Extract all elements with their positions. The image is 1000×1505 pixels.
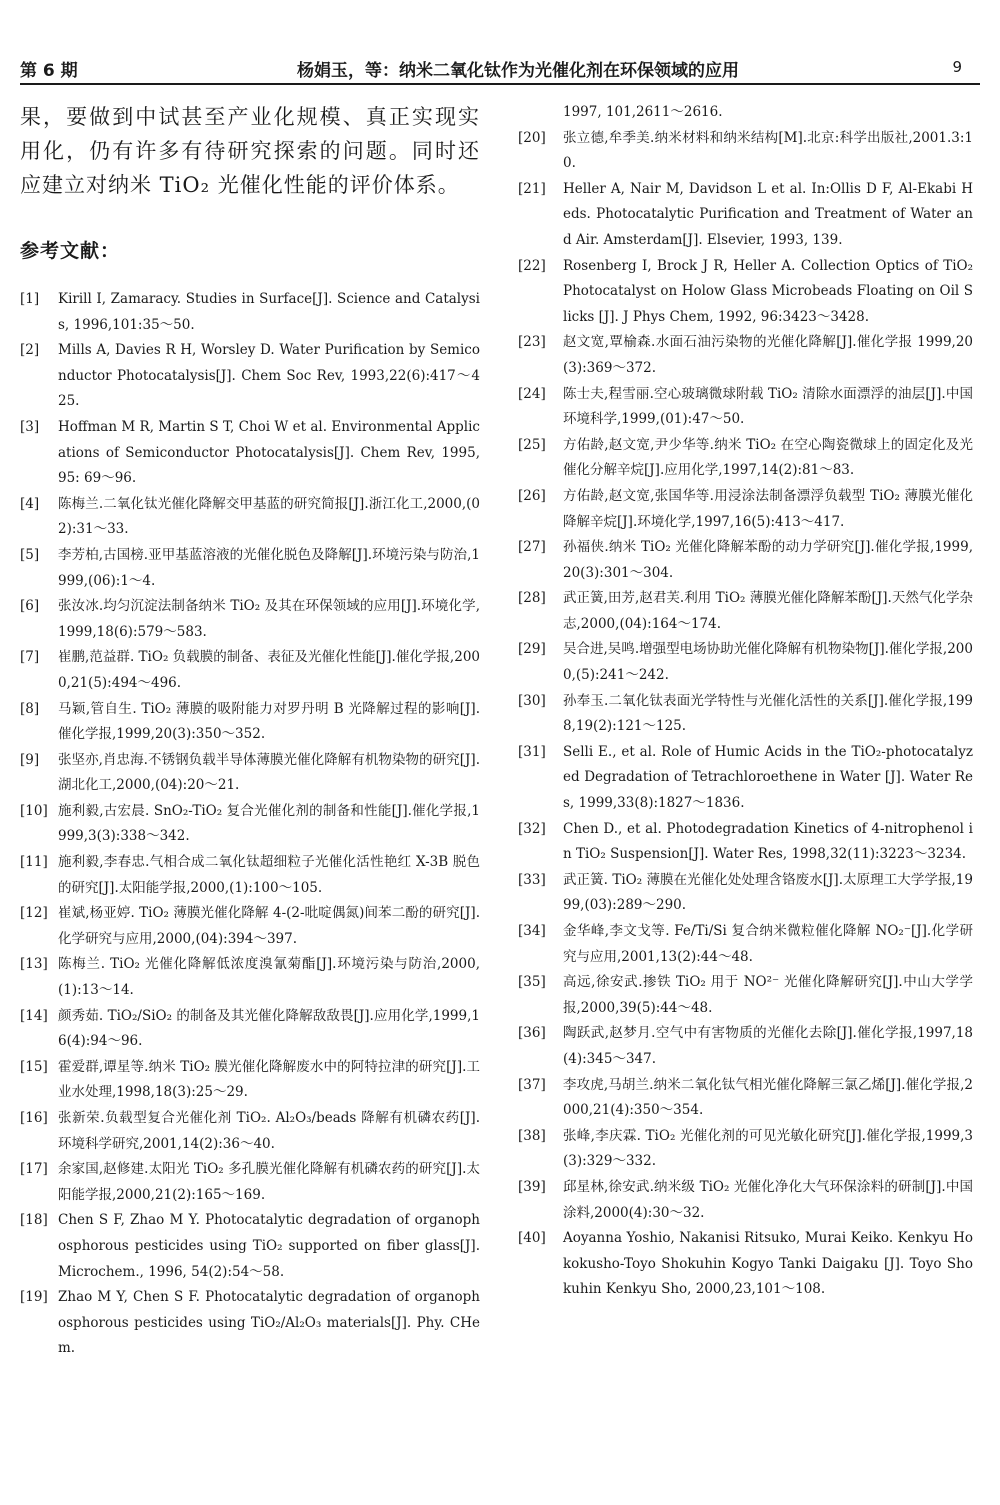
- reference-item: [518, 740, 973, 817]
- reference-item: [518, 970, 973, 1021]
- reference-item: [518, 1021, 973, 1072]
- reference-text: 崔斌,杨亚婷. TiO₂ 薄膜光催化降解 4-(2-吡啶偶氮)间苯二酚的研究[J].化学研究与应用,2000,(04):394～397.: [58, 905, 480, 947]
- reference-number: [4]: [20, 495, 40, 512]
- reference-text: 马颖,管自生. TiO₂ 薄膜的吸附能力对罗丹明 B 光降解过程的影响[J].催化学报,1999,20(3):350～352.: [58, 700, 480, 743]
- reference-item: [20, 645, 480, 696]
- reference-number: [16]: [20, 1110, 48, 1126]
- reference-number: [7]: [20, 649, 40, 666]
- reference-item: [20, 748, 480, 799]
- reference-number: [3]: [20, 418, 40, 435]
- reference-number: [32]: [518, 820, 546, 837]
- reference-continuation: 1997, 101,2611～2616.: [563, 104, 723, 120]
- reference-number: [15]: [20, 1058, 48, 1075]
- header-divider: [20, 83, 980, 85]
- reference-number: [35]: [518, 974, 546, 991]
- reference-number: [39]: [518, 1178, 546, 1195]
- reference-text: 金华峰,李文戈等. Fe/Ti/Si 复合纳米微粒催化降解 NO₂⁻[J].化学研究与应用,2001,13(2):44～48.: [563, 923, 973, 965]
- reference-item: [518, 1226, 973, 1303]
- page-number: 9: [952, 58, 962, 76]
- running-header: [20, 50, 962, 80]
- reference-item: [20, 1055, 480, 1106]
- reference-item: [518, 1124, 973, 1175]
- reference-number: [5]: [20, 546, 40, 563]
- reference-number: [29]: [518, 641, 546, 658]
- left-column: [20, 100, 480, 1362]
- reference-number: [33]: [518, 871, 546, 888]
- reference-item: [20, 543, 480, 594]
- reference-text: 高远,徐安武.掺铁 TiO₂ 用于 NO²⁻ 光催化降解研究[J].中山大学学报,2000,39(5):44～48.: [563, 974, 973, 1016]
- reference-text: 李攻虎,马胡兰.纳米二氧化钛气相光催化降解三氯乙烯[J].催化学报,2000,21(4):350～354.: [563, 1076, 973, 1119]
- reference-item: [20, 799, 480, 850]
- reference-number: [19]: [20, 1289, 48, 1306]
- reference-item: [518, 433, 973, 484]
- reference-item: [518, 637, 973, 688]
- reference-text: Kirill I, Zamaracy. Studies in Surface[J]. Science and Catalysis, 1996,101:35～50.: [58, 291, 480, 333]
- reference-text: 陈士夫,程雪丽.空心玻璃微球附载 TiO₂ 清除水面漂浮的油层[J].中国环境科学,1999,(01):47～50.: [563, 385, 973, 428]
- reference-item: [20, 1208, 480, 1285]
- reference-text: 武正簧,田芳,赵君芙.利用 TiO₂ 薄膜光催化降解苯酚[J].天然气化学杂志,2000,(04):164～174.: [563, 590, 973, 632]
- reference-text: 施利毅,李春忠.气相合成二氧化钛超细粒子光催化活性艳红 X-3B 脱色的研究[J].太阳能学报,2000,(1):100～105.: [58, 854, 480, 896]
- reference-item: [518, 868, 973, 919]
- reference-text: 赵文宽,覃榆森.水面石油污染物的光催化降解[J].催化学报 1999,20(3):369～372.: [563, 334, 973, 376]
- reference-number: [12]: [20, 905, 48, 922]
- reference-text: 邱星林,徐安武.纳米级 TiO₂ 光催化净化大气环保涂料的研制[J].中国涂料,2000(4):30～32.: [563, 1178, 973, 1221]
- reference-number: [24]: [518, 385, 546, 402]
- reference-item: [518, 330, 973, 381]
- reference-text: 张峰,李庆霖. TiO₂ 光催化剂的可见光敏化研究[J].催化学报,1999,3(3):329～332.: [563, 1127, 973, 1170]
- reference-text: Rosenberg I, Brock J R, Heller A. Collection Optics of TiO₂ Photocatalyst on Holow Glass Microbeads Floating on Oil Slicks [J]. J Phys Chem, 1992, 96:3423～3428.: [563, 257, 973, 325]
- reference-item: [518, 689, 973, 740]
- reference-item: [20, 850, 480, 901]
- reference-text: 陶跃武,赵梦月.空气中有害物质的光催化去除[J].催化学报,1997,18(4):345～347.: [563, 1025, 973, 1067]
- reference-item: [518, 535, 973, 586]
- right-column: [518, 100, 973, 1303]
- reference-item: [20, 338, 480, 415]
- reference-number: [25]: [518, 436, 546, 453]
- reference-text: 武正簧. TiO₂ 薄膜在光催化处处理含铬废水[J].太原理工大学学报,1999,(03):289～290.: [563, 871, 973, 914]
- reference-text: 张新荣.负载型复合光催化剂 TiO₂. Al₂O₃/beads 降解有机磷农药[J].环境科学研究,2001,14(2):36～40.: [58, 1110, 480, 1152]
- reference-item: [518, 586, 973, 637]
- reference-number: [1]: [20, 291, 40, 307]
- reference-text: Heller A, Nair M, Davidson L et al. In:Ollis D F, Al-Ekabi H eds. Photocatalytic Purification and Treatment of Water and Air. Amsterdam[J]. Elsevier, 1993, 139.: [563, 180, 973, 248]
- reference-item: [518, 919, 973, 970]
- reference-number: [8]: [20, 700, 40, 717]
- reference-text: Chen S F, Zhao M Y. Photocatalytic degradation of organophosphorous pesticides using TiO₂ supported on fiber glass[J]. Microchem., 1996, 54(2):54～58.: [58, 1212, 480, 1280]
- reference-number: [26]: [518, 487, 546, 504]
- reference-text: 张坚亦,肖忠海.不锈钢负载半导体薄膜光催化降解有机物染物的研究[J].湖北化工,2000,(04):20～21.: [58, 751, 480, 794]
- reference-number: [22]: [518, 257, 546, 274]
- reference-text: 张汝冰.均匀沉淀法制备纳米 TiO₂ 及其在环保领域的应用[J].环境化学,1999,18(6):579～583.: [58, 598, 480, 640]
- reference-text: Chen D., et al. Photodegradation Kinetics of 4-nitrophenol in TiO₂ Suspension[J]. Water Res, 1998,32(11):3223～3234.: [563, 820, 973, 863]
- reference-item: [20, 952, 480, 1003]
- reference-item: [20, 594, 480, 645]
- reference-number: [36]: [518, 1025, 546, 1042]
- reference-item: [518, 1073, 973, 1124]
- reference-item: [518, 817, 973, 868]
- reference-number: [13]: [20, 956, 48, 973]
- running-title: 杨娟玉，等：纳米二氧化钛作为光催化剂在环保领域的应用: [297, 61, 739, 81]
- reference-text: 余家国,赵修建.太阳光 TiO₂ 多孔膜光催化降解有机磷农药的研究[J].太阳能学报,2000,21(2):165～169.: [58, 1161, 480, 1203]
- reference-item: [20, 1106, 480, 1157]
- reference-number: [2]: [20, 342, 40, 359]
- reference-list-right: [518, 126, 973, 1303]
- reference-number: [28]: [518, 590, 546, 607]
- reference-text: 崔鹏,范益群. TiO₂ 负载膜的制备、表征及光催化性能[J].催化学报,2000,21(5):494～496.: [58, 649, 480, 691]
- reference-item: [20, 697, 480, 748]
- reference-number: [18]: [20, 1212, 48, 1229]
- issue-label: 第 6 期: [20, 61, 78, 81]
- reference-number: [9]: [20, 751, 40, 768]
- reference-text: Mills A, Davies R H, Worsley D. Water Purification by Semiconductor Photocatalysis[J]. Chem Soc Rev, 1993,22(6):417～425.: [58, 342, 480, 410]
- reference-number: [34]: [518, 923, 546, 939]
- reference-number: [10]: [20, 802, 48, 819]
- reference-number: [14]: [20, 1007, 48, 1024]
- reference-text: Selli E., et al. Role of Humic Acids in the TiO₂-photocatalyzed Degradation of Tetrachloroethene in Water [J]. Water Res, 1999,33(8):1827～1836.: [563, 743, 973, 812]
- reference-item: [20, 901, 480, 952]
- reference-number: [6]: [20, 598, 40, 615]
- reference-item: [518, 382, 973, 433]
- reference-text: 李芳柏,古国榜.亚甲基蓝溶液的光催化脱色及降解[J].环境污染与防治,1999,(06):1～4.: [58, 546, 480, 589]
- reference-item: [20, 287, 480, 338]
- reference-text: 方佑龄,赵文宽,张国华等.用浸涂法制备漂浮负载型 TiO₂ 薄膜光催化降解辛烷[J].环境化学,1997,16(5):413～417.: [563, 487, 973, 530]
- reference-number: [21]: [518, 180, 546, 197]
- reference-item: [518, 126, 973, 177]
- reference-number: [31]: [518, 743, 546, 760]
- references-heading: 参考文献：: [20, 240, 121, 262]
- reference-item: [20, 415, 480, 492]
- reference-item: [20, 1285, 480, 1362]
- reference-list-left: [20, 287, 480, 1362]
- reference-number: [11]: [20, 854, 48, 871]
- reference-item: [518, 254, 973, 331]
- reference-text: Hoffman M R, Martin S T, Choi W et al. Environmental Applications of Semiconductor Photocatalysis[J]. Chem Rev, 1995, 95: 69～96.: [58, 418, 480, 487]
- reference-number: [38]: [518, 1127, 546, 1144]
- reference-text: 孙福侠.纳米 TiO₂ 光催化降解苯酚的动力学研究[J].催化学报,1999,20(3):301～304.: [563, 539, 973, 581]
- reference-text: Aoyanna Yoshio, Nakanisi Ritsuko, Murai Keiko. Kenkyu Hokokusho-Toyo Shokuhin Kogyo Tanki Daigaku [J]. Toyo Shokuhin Kenkyu Sho, 2000,23,101～108.: [563, 1230, 973, 1298]
- reference-text: 方佑龄,赵文宽,尹少华等.纳米 TiO₂ 在空心陶瓷微球上的固定化及光催化分解辛烷[J].应用化学,1997,14(2):81～83.: [563, 436, 973, 479]
- reference-number: [40]: [518, 1230, 546, 1247]
- reference-text: 霍爱群,谭星等.纳米 TiO₂ 膜光催化降解废水中的阿特拉津的研究[J].工业水处理,1998,18(3):25～29.: [58, 1058, 480, 1101]
- reference-item: [518, 1175, 973, 1226]
- reference-number: [27]: [518, 539, 546, 556]
- reference-item: [518, 177, 973, 254]
- reference-text: 施利毅,古宏晨. SnO₂-TiO₂ 复合光催化剂的制备和性能[J].催化学报,1999,3(3):338～342.: [58, 802, 480, 845]
- reference-item: [20, 1004, 480, 1055]
- reference-number: [30]: [518, 692, 546, 709]
- reference-text: 陈梅兰.二氧化钛光催化降解交甲基蓝的研究简报[J].浙江化工,2000,(02):31～33.: [58, 495, 480, 538]
- reference-number: [23]: [518, 334, 546, 351]
- reference-item: [20, 1157, 480, 1208]
- reference-text: 张立德,牟季美.纳米材料和纳米结构[M].北京:科学出版社,2001.3:10.: [563, 129, 973, 172]
- reference-number: [17]: [20, 1161, 48, 1178]
- reference-text: 吴合进,吴鸣.增强型电场协助光催化降解有机物染物[J].催化学报,2000,(5):241～242.: [563, 641, 973, 684]
- reference-number: [20]: [518, 129, 546, 146]
- reference-text: Zhao M Y, Chen S F. Photocatalytic degradation of organophosphorous pesticides using TiO₂/Al₂O₃ materials[J]. Phy. CHem.: [58, 1289, 480, 1357]
- body-paragraph: 果，要做到中试甚至产业化规模、真正实现实用化，仍有许多有待研究探索的问题。同时还应建立对纳米 TiO₂ 光催化性能的评价体系。: [20, 105, 480, 197]
- reference-item: [518, 484, 973, 535]
- reference-number: [37]: [518, 1076, 546, 1093]
- reference-text: 颜秀茹. TiO₂/SiO₂ 的制备及其光催化降解敌敌畏[J].应用化学,1999,16(4):94～96.: [58, 1007, 480, 1050]
- reference-item: [20, 492, 480, 543]
- reference-text: 孙奉玉.二氧化钛表面光学特性与光催化活性的关系[J].催化学报,1998,19(2):121～125.: [563, 692, 973, 735]
- reference-text: 陈梅兰. TiO₂ 光催化降解低浓度溴氰菊酯[J].环境污染与防治,2000,(1):13～14.: [58, 956, 480, 999]
